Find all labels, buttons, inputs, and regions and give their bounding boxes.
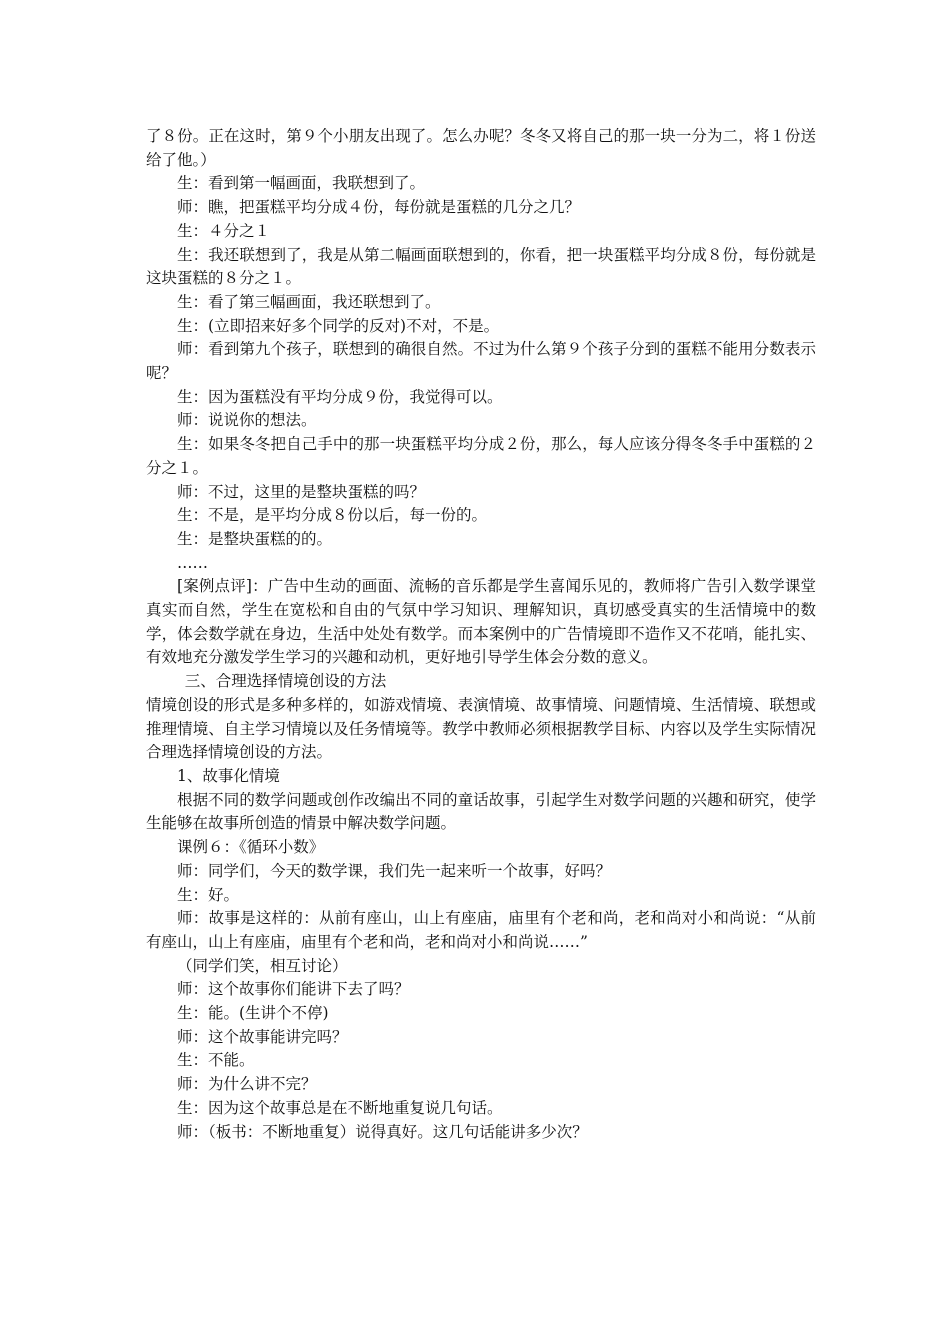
paragraph: 师：故事是这样的：从前有座山，山上有座庙，庙里有个老和尚，老和尚对小和尚说：“从前有座山，山上有座庙，庙里有个老和尚，老和尚对小和尚说……” xyxy=(146,909,816,951)
document-body xyxy=(146,125,816,1144)
paragraph: 师：为什么讲不完？ xyxy=(177,1075,317,1094)
paragraph: 1、故事化情境 xyxy=(177,766,280,785)
paragraph: 师：不过，这里的是整块蛋糕的吗？ xyxy=(177,482,426,501)
paragraph: 生：我还联想到了，我是从第二幅画面联想到的，你看，把一块蛋糕平均分成８份，每份就是这块蛋糕的８分之１。 xyxy=(146,245,816,288)
paragraph: 三、合理选择情境创设的方法 xyxy=(184,672,387,691)
paragraph: 师：看到第九个孩子，联想到的确很自然。不过为什么第９个孩子分到的蛋糕不能用分数表示呢？ xyxy=(146,340,816,383)
paragraph: [案例点评]：广告中生动的画面、流畅的音乐都是学生喜闻乐见的，教师将广告引入数学课堂真实而自然，学生在宽松和自由的气氛中学习知识、理解知识，真切感受真实的生活情境中的数学，体会数学就在身边，生活中处处有数学。而本案例中的广告情境即不造作又不花哨，能扎实、有效地充分激发学生学习的兴趣和动机，更好地引导学生体会分数的意义。 xyxy=(146,577,816,667)
paragraph: 师：瞧，把蛋糕平均分成４份，每份就是蛋糕的几分之几？ xyxy=(177,198,581,217)
paragraph: 生：看到第一幅画面，我联想到了。 xyxy=(177,174,426,193)
paragraph: 生：能。(生讲个不停) xyxy=(177,1004,329,1023)
paragraph: 情境创设的形式是多种多样的，如游戏情境、表演情境、故事情境、问题情境、生活情境、联想或推理情境、自主学习情境以及任务情境等。教学中教师必须根据教学目标、内容以及学生实际情况合理选择情境创设的方法。 xyxy=(146,695,816,762)
paragraph: 生：因为这个故事总是在不断地重复说几句话。 xyxy=(177,1098,503,1117)
paragraph: 生：不能。 xyxy=(177,1051,255,1070)
paragraph: 生：看了第三幅画面，我还联想到了。 xyxy=(177,292,441,311)
paragraph: 师：这个故事你们能讲下去了吗？ xyxy=(177,980,410,999)
paragraph: 师：同学们，今天的数学课，我们先一起来听一个故事，好吗？ xyxy=(177,861,612,880)
paragraph: 生：４分之１ xyxy=(177,221,271,240)
paragraph: 生：因为蛋糕没有平均分成９份，我觉得可以。 xyxy=(177,387,503,406)
paragraph: 生：是整块蛋糕的的。 xyxy=(177,529,333,548)
paragraph: 师：这个故事能讲完吗？ xyxy=(177,1027,348,1046)
paragraph: 师：说说你的想法。 xyxy=(177,411,317,430)
paragraph: 生：好。 xyxy=(177,885,240,904)
paragraph: 根据不同的数学问题或创作改编出不同的童话故事，引起学生对数学问题的兴趣和研究，使学生能够在故事所创造的情景中解决数学问题。 xyxy=(146,790,816,833)
paragraph: 师：（板书：不断地重复）说得真好。这几句话能讲多少次？ xyxy=(177,1122,588,1141)
paragraph: 生：不是，是平均分成８份以后，每一份的。 xyxy=(177,506,488,525)
paragraph: 了８份。正在这时，第９个小朋友出现了。怎么办呢？冬冬又将自己的那一块一分为二，将１份送给了他。） xyxy=(146,127,816,169)
paragraph: （同学们笑，相互讨论） xyxy=(177,956,348,975)
paragraph: 生：(立即招来好多个同学的反对)不对，不是。 xyxy=(177,316,500,335)
paragraph: 生：如果冬冬把自己手中的那一块蛋糕平均分成２份，那么，每人应该分得冬冬手中蛋糕的２分之１。 xyxy=(146,435,816,477)
paragraph: …… xyxy=(177,553,208,572)
paragraph: 课例６：《循环小数》 xyxy=(177,838,325,857)
